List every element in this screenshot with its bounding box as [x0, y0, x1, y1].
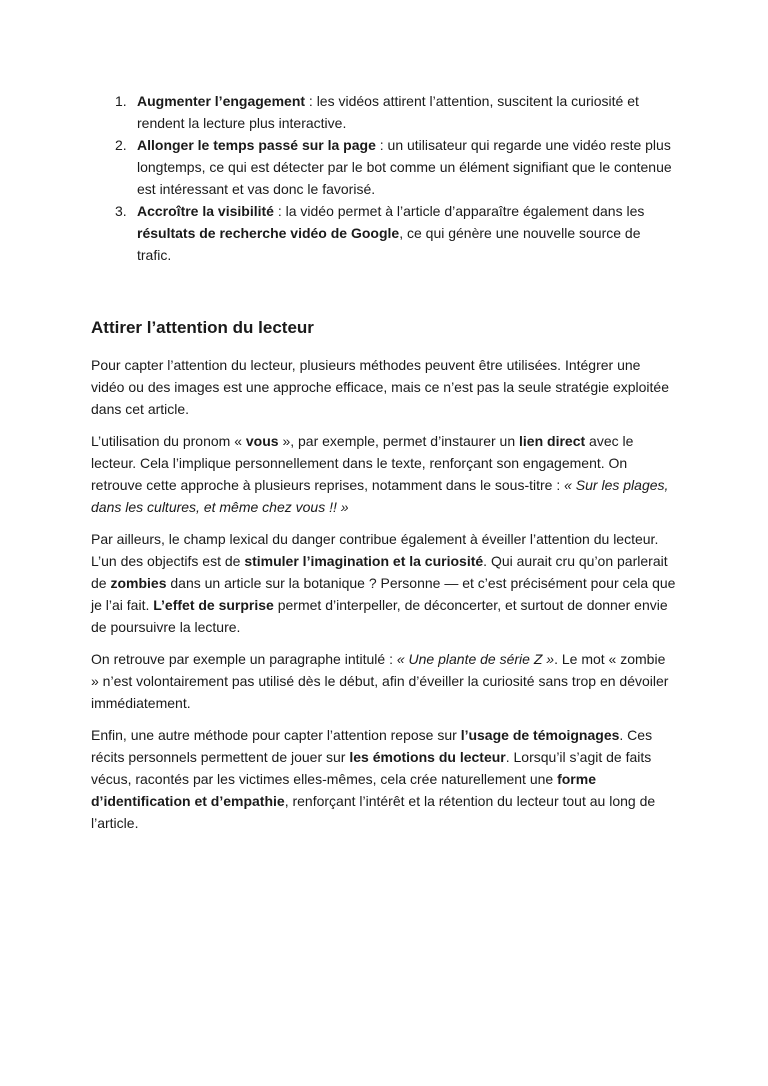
italic-quote: « Une plante de série Z » [396, 651, 555, 667]
italic-quote: « Sur les plages, dans les cultures, et même chez vous !! » [91, 477, 669, 515]
paragraph-text: . Qui aurait cru qu’on parlerait de [91, 553, 668, 591]
bold-text: zombies [110, 575, 167, 591]
paragraph-text: Par ailleurs, le champ lexical du danger contribue également à éveiller l’attention du lecteur. L’un des objectifs est de [91, 531, 659, 569]
paragraph-pronoun [91, 430, 676, 518]
paragraph-text: L’utilisation du pronom « [91, 433, 246, 449]
paragraph-text: Pour capter l’attention du lecteur, plusieurs méthodes peuvent être utilisées. Intégrer une vidéo ou des images est une approche efficace, mais ce n’est pas la seule stratégie exploitée dans cet article. [91, 357, 669, 417]
paragraph-testimonials [91, 724, 676, 834]
list-number: 1. [115, 93, 127, 109]
list-item-bold: Accroître la visibilité [137, 203, 274, 219]
paragraph-text: , renforçant l’intérêt et la rétention du lecteur tout au long de l’article. [91, 793, 656, 831]
paragraph-text: avec le lecteur. Cela l’implique personnellement dans le texte, renforçant son engagement. On retrouve cette approche à plusieurs reprises, notamment dans le sous-titre : [91, 433, 634, 493]
bold-text: stimuler l’imagination et la curiosité [244, 553, 484, 569]
list-item-bold: Augmenter l’engagement [137, 93, 306, 109]
list-item-text: : la vidéo permet à l’article d’apparaître également dans les [273, 203, 645, 219]
list-item [115, 200, 676, 266]
benefits-list [91, 90, 676, 266]
paragraph-text: On retrouve par exemple un paragraphe intitulé : [91, 651, 397, 667]
paragraph-text: . Le mot « zombie » n’est volontairement pas utilisé dès le début, afin d’éveiller la curiosité sans trop en dévoiler immédiatement. [91, 651, 669, 711]
paragraph-text: . Lorsqu’il s’agit de faits vécus, racontés par les victimes elles-mêmes, cela crée naturellement une [91, 749, 652, 787]
list-item-text: : les vidéos attirent l’attention, suscitent la curiosité et rendent la lecture plus interactive. [137, 93, 639, 131]
bold-text: l’usage de témoignages [460, 727, 620, 743]
list-item [115, 90, 676, 134]
bold-text: lien direct [519, 433, 586, 449]
paragraph-intro [91, 354, 676, 420]
list-number: 2. [115, 137, 127, 153]
list-number: 3. [115, 203, 127, 219]
bold-text: forme d’identification et d’empathie [91, 771, 596, 809]
paragraph-text: Enfin, une autre méthode pour capter l’attention repose sur [91, 727, 461, 743]
bold-text: L’effet de surprise [153, 597, 274, 613]
paragraph-example [91, 648, 676, 714]
paragraph-text: permet d’interpeller, de déconcerter, et surtout de donner envie de poursuivre la lecture. [91, 597, 668, 635]
list-item-text-2: , ce qui génère une nouvelle source de trafic. [137, 225, 641, 263]
section-heading: Attirer l’attention du lecteur [91, 318, 314, 337]
paragraph-text: . Ces récits personnels permettent de jouer sur [91, 727, 653, 765]
list-item-bold: Allonger le temps passé sur la page [137, 137, 376, 153]
paragraph-text: dans un article sur la botanique ? Personne — et c’est précisément pour cela que je l’ai fait. [91, 575, 676, 613]
list-item-text: : un utilisateur qui regarde une vidéo reste plus longtemps, ce qui est détecter par le bot comme un élément signifiant que le contenue est intéressant et vas donc le favorisé. [137, 137, 672, 197]
list-item [115, 134, 676, 200]
paragraph-danger [91, 528, 676, 638]
list-item-bold-2: résultats de recherche vidéo de Google [137, 225, 400, 241]
bold-text: les émotions du lecteur [349, 749, 506, 765]
paragraph-text: », par exemple, permet d’instaurer un [278, 433, 520, 449]
bold-text: vous [245, 433, 279, 449]
